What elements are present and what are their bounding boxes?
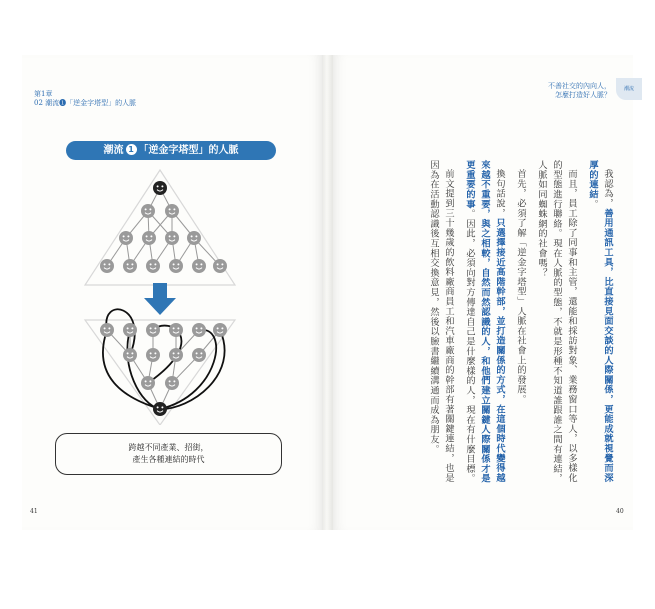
- trend-number-badge: 1: [126, 144, 137, 155]
- chapter-tab: 潮流: [616, 78, 642, 100]
- paragraph-2: 而且，員工除了同事和主管，還能和採訪對象、業務窗口等人，以多樣化的型態進行聯絡。現在人脈的型態，不就是形種不知道誰跟誰之間有連結，人脈如同蜘蛛網的社會嗎？: [536, 160, 577, 484]
- paragraph-4: [462, 160, 507, 490]
- header-line-1: 不善社交的內向人，: [548, 82, 611, 90]
- book-gutter: [322, 55, 333, 530]
- running-header-right: [548, 82, 611, 100]
- paragraph-5: 前文提到三十幾歲的飲料廠商員工和汽車廠商的幹部有著關鍵連結，也是因為在活動認識後互相交換意見，然後以臉書繼續溝通而成為朋友。: [428, 160, 454, 483]
- trend-title-prefix: 潮流: [103, 145, 124, 156]
- caption-line-1: 跨越不同產業、招街，: [128, 443, 209, 452]
- p4-end: 。因此，必須向對方傳達自己是什麼樣的人，現在有什麼目標。: [464, 209, 475, 484]
- p1-highlight: 善用通訊工具，比直接見面交談的人際關係，更能成就視覺而深厚的連結: [587, 160, 613, 483]
- paragraph-1: [585, 160, 615, 490]
- trend-title-text: 「逆金字塔型」的人脈: [138, 145, 239, 156]
- p4-text: 換句話說，: [494, 169, 505, 219]
- body-text-vertical: [420, 160, 615, 490]
- trend-title-banner: [66, 141, 276, 160]
- running-header-left: [34, 90, 136, 108]
- pyramid-inverted: [85, 309, 235, 425]
- page-number-left: 41: [30, 508, 38, 515]
- pyramid-diagram: [80, 165, 260, 425]
- chapter-label: 第1章: [34, 90, 53, 98]
- p1-end: 。: [587, 199, 598, 210]
- down-arrow-icon: [144, 283, 176, 315]
- paragraph-3: 首先，必須了解「逆金字塔型」人脈在社會上的發展。: [515, 169, 526, 405]
- caption-line-2: 產生各種連結的時代: [132, 455, 205, 464]
- section-label: 02 潮流❶「逆金字塔型」的人脈: [34, 99, 137, 107]
- pyramid-top: [85, 170, 235, 285]
- header-line-2: 怎麼打造好人脈？: [555, 91, 611, 99]
- page-number-right: 40: [616, 508, 624, 515]
- caption-box: [55, 433, 282, 475]
- p4-highlight: 只選擇接近高階幹部，並打造關係的方式，在這個時代變得越來越不重要，與之相較，自然而然認識的人，和他們建立關鍵人際關係才是更重要的事: [464, 160, 505, 484]
- p1-text: 我認為，: [602, 169, 613, 209]
